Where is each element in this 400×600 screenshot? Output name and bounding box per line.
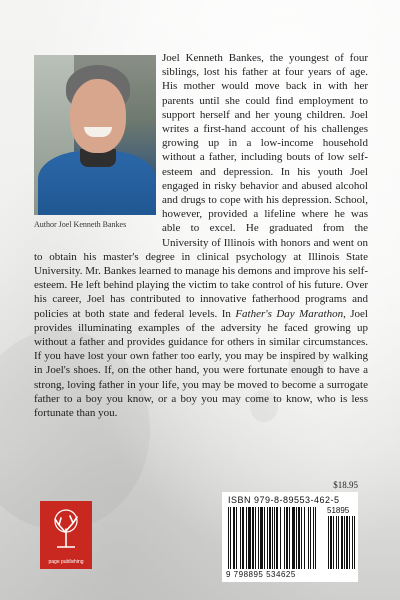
photo-caption: Author Joel Kenneth Bankes xyxy=(34,220,127,229)
bio-text-continued: , Joel provides illuminating examples of the adversity he faced growing up without a father and provides guidance for others in similar circumstances. If you have lost your own father too early, you may be inspired by walking in Joel's shoes. If, on the other hand, you were fortunate enough to have a strong, loving father in your life, you may be moved to become a surrogate father to a boy you know, or a boy you may come to know, who is less fortunate than you. xyxy=(34,307,368,420)
author-bio xyxy=(34,51,368,420)
price-label: $18.95 xyxy=(333,480,358,490)
barcode-digits: 9 798895 534625 xyxy=(226,570,296,579)
barcode-addon-digits: 51895 xyxy=(327,506,350,515)
bio-text: Joel Kenneth Bankes, the youngest of four siblings, lost his father at four years of age. His mother would move back in with her parents until she could find employment to support herself and her young children. Joel writes a first-hand account of his challenges growing up in a low-income household without a father, including bouts of low self-esteem and depression. In his youth Joel engaged in risky behavior and abused alcohol and drugs to cope with his depression. School, however, provided a lifeline where he was able to excel. He graduated from the University of Illinois with honors and went on to obtain his master's degree in clinical psychology at Illinois State University. Mr. Bankes learned to manage his demons and improve his self-esteem. He left behind playing the victim to take control of his future. Over his career, Joel has contributed to innovative fatherhood programs and policies at both state and federal levels. In xyxy=(34,52,368,320)
tree-icon xyxy=(48,507,84,551)
publisher-logo xyxy=(40,501,92,569)
isbn-label: ISBN 979-8-89553-462-5 xyxy=(228,495,340,505)
barcode-addon xyxy=(328,516,354,569)
barcode-panel xyxy=(222,492,358,582)
barcode xyxy=(228,507,324,569)
barcode-bar xyxy=(354,516,355,569)
barcode-bar xyxy=(316,507,317,569)
publisher-name: page publishing xyxy=(48,559,84,565)
book-title: Father's Day Marathon xyxy=(235,307,344,320)
